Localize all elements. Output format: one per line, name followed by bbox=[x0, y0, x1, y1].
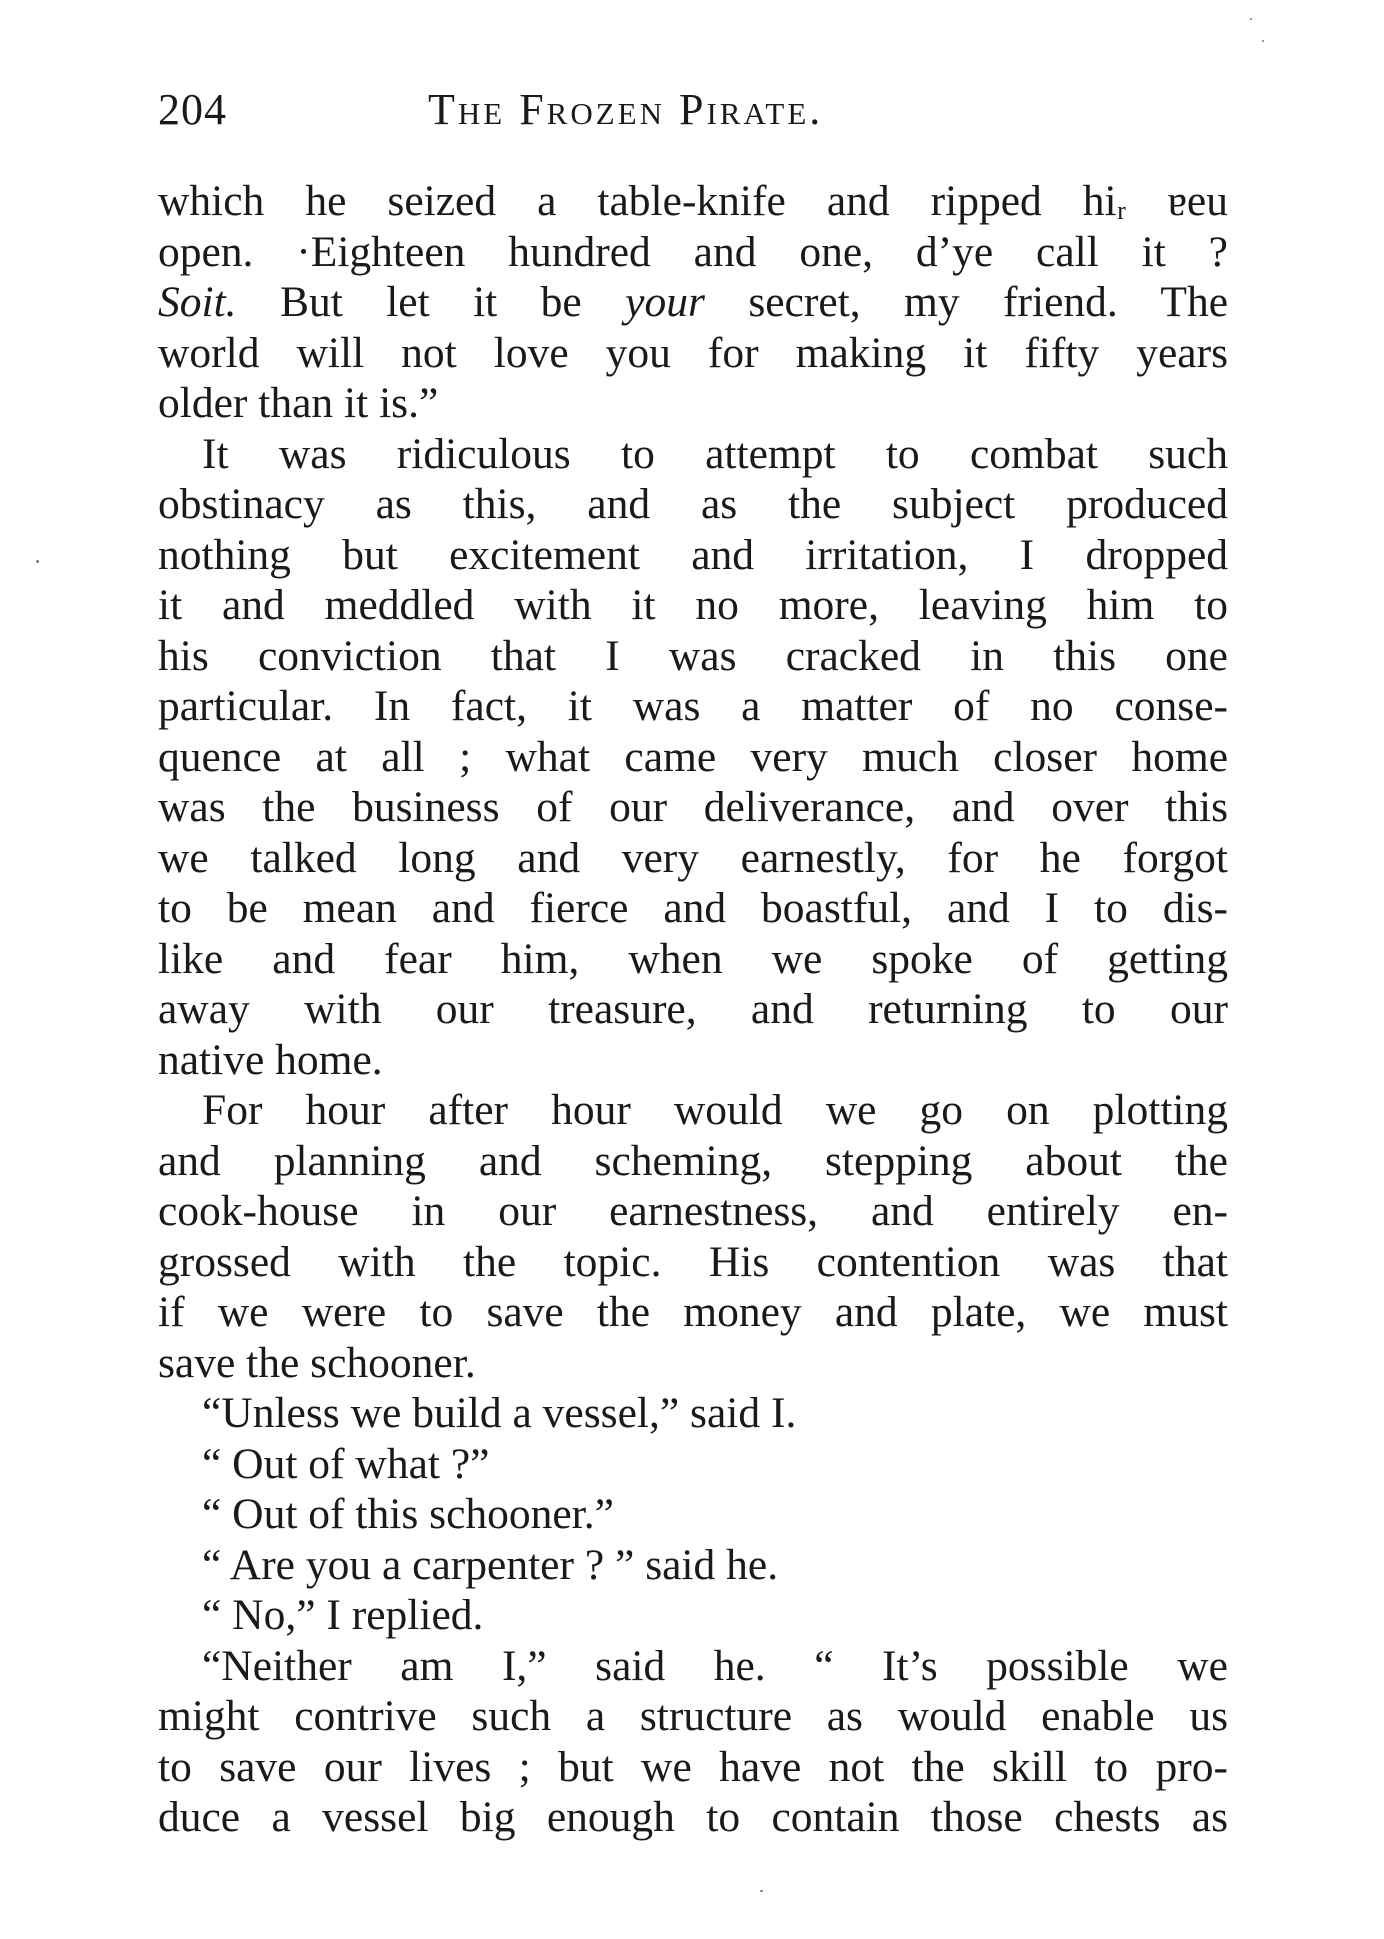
page-number: 204 bbox=[158, 85, 227, 134]
text-line: native home. bbox=[158, 1035, 383, 1084]
running-title: The Frozen Pirate. bbox=[428, 85, 824, 134]
text-line: “ Out of this schooner.” bbox=[202, 1490, 614, 1538]
text-line: world will not love you for making it fifty years bbox=[158, 328, 1228, 377]
text-line: like and fear him, when we spoke of getting bbox=[158, 934, 1228, 983]
text-line: For hour after hour would we go on plotting bbox=[202, 1086, 1228, 1134]
text-line: was the business of our deliverance, and over this bbox=[158, 783, 1228, 831]
text-line: obstinacy as this, and as the subject produced bbox=[158, 480, 1228, 528]
italic-word: your bbox=[625, 278, 705, 326]
text-line: we talked long and very earnestly, for he forgot bbox=[158, 833, 1228, 882]
text-line: which he seized a table-knife and ripped hiᵣ ɐeu bbox=[158, 177, 1228, 225]
paper-speck bbox=[1262, 40, 1264, 42]
text-line bbox=[158, 277, 1228, 328]
text-line: quence at all ; what came very much closer home bbox=[158, 732, 1228, 781]
body-text bbox=[158, 176, 1228, 1843]
text-line: “ Are you a carpenter ? ” said he. bbox=[202, 1540, 779, 1589]
text-line: and planning and scheming, stepping about the bbox=[158, 1136, 1228, 1185]
text-line: duce a vessel big enough to contain those chests as bbox=[158, 1793, 1228, 1841]
text-line: if we were to save the money and plate, we must bbox=[158, 1288, 1228, 1336]
text-line: “Unless we build a vessel,” said I. bbox=[202, 1389, 797, 1437]
text-line: open. ·Eighteen hundred and one, d’ye call it ? bbox=[158, 227, 1228, 276]
text-line: save the schooner. bbox=[158, 1338, 476, 1387]
page-header bbox=[158, 84, 1228, 144]
paper-speck bbox=[36, 560, 39, 563]
text-line: cook-house in our earnestness, and entirely en- bbox=[158, 1187, 1228, 1235]
text-line: older than it is.” bbox=[158, 379, 439, 427]
text-line: particular. In fact, it was a matter of no conse- bbox=[158, 682, 1228, 730]
text-line: away with our treasure, and returning to our bbox=[158, 985, 1228, 1033]
text-fragment: But let it be bbox=[236, 278, 626, 326]
paper-speck bbox=[1250, 18, 1252, 20]
text-line: nothing but excitement and irritation, I dropped bbox=[158, 530, 1228, 579]
text-line: to be mean and fierce and boastful, and I to dis- bbox=[158, 884, 1228, 932]
text-line: his conviction that I was cracked in this one bbox=[158, 631, 1228, 680]
italic-word: Soit. bbox=[158, 278, 237, 326]
text-line: it and meddled with it no more, leaving him to bbox=[158, 581, 1228, 629]
text-fragment: secret, my friend. The bbox=[704, 278, 1228, 326]
text-line: It was ridiculous to attempt to combat such bbox=[202, 429, 1228, 478]
paper-speck bbox=[760, 1890, 763, 1892]
text-line: “ No,” I replied. bbox=[202, 1591, 484, 1639]
text-line: might contrive such a structure as would enable us bbox=[158, 1692, 1228, 1740]
text-line: grossed with the topic. His contention was that bbox=[158, 1237, 1228, 1286]
text-line: “ Out of what ?” bbox=[202, 1439, 490, 1488]
text-line: “Neither am I,” said he. “ It’s possible we bbox=[202, 1641, 1228, 1690]
text-line: to save our lives ; but we have not the skill to pro- bbox=[158, 1742, 1228, 1791]
